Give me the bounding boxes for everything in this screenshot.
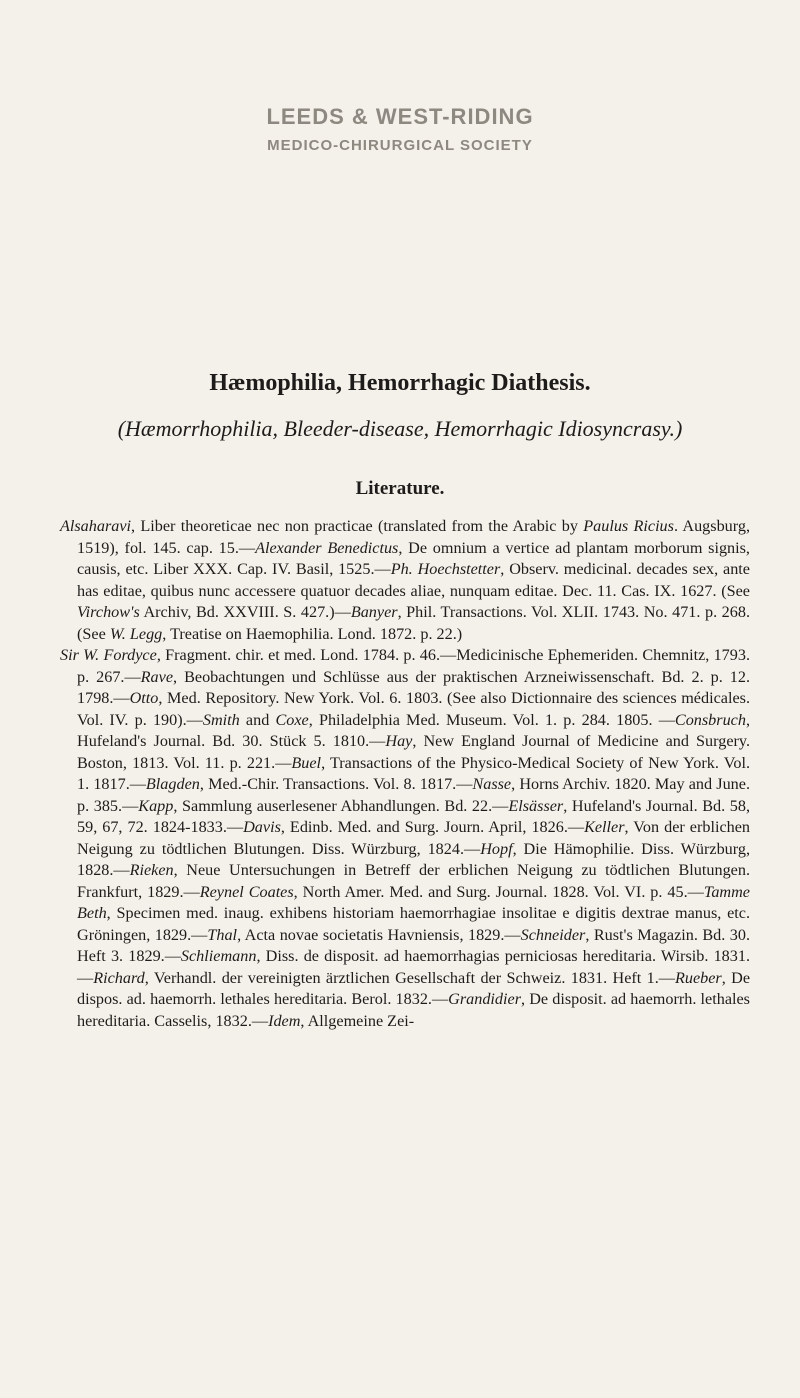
citation-text: , Phil. Transactions. Vol. XLII. 1743. No. 471. p. 268. (See xyxy=(77,603,751,643)
citation-author: Paulus Ricius xyxy=(583,517,674,535)
citation-author: Kapp xyxy=(138,796,174,815)
citation-text: , Verhandl. der vereinigten ärztlichen Gesellschaft der Schweiz. 1831. Heft 1.— xyxy=(144,968,675,987)
citation-text: , Observ. medicinal. decades sex, ante has editae, quibus nunc accessere quatuor decades aliae, nunquam editae. Dec. 11. Cas. IX. 1627. (See xyxy=(77,560,750,600)
citation-text: and xyxy=(239,710,276,729)
citation-text: , De omnium a vertice ad plantam morborum signis, causis, etc. Liber XXX. Cap. IV. Basil, 1525.— xyxy=(77,538,750,578)
citation-author: Thal xyxy=(207,925,238,944)
citation-author: Rieken xyxy=(129,861,174,879)
citation-author: Hopf xyxy=(480,839,513,858)
citation-text: , Allgemeine Zei- xyxy=(300,1011,415,1030)
citation-author: Sir W. Fordyce xyxy=(60,646,157,664)
citation-text: , De dispos. ad. haemorrh. lethales hereditaria. Berol. 1832.— xyxy=(77,968,751,1008)
citation-text: , Sammlung auserlesener Abhandlungen. Bd. 22.— xyxy=(173,796,509,815)
citation-text: , Von der erblichen Neigung zu tödtlichen Blutungen. Diss. Würzburg, 1824.— xyxy=(77,818,751,858)
citation-text: , Hufeland's Journal. Bd. 58, 59, 67, 72. 1824-1833.— xyxy=(77,796,750,836)
citation-text: , Fragment. chir. et med. Lond. 1784. p. 46.—Medicinische Ephemeriden. Chemnitz, 1793. p. 267.— xyxy=(77,646,750,686)
citation-author: Schneider xyxy=(520,925,586,944)
citation-author: Idem xyxy=(268,1011,301,1030)
citation-author: Alexander Benedictus xyxy=(255,538,399,557)
page-subtitle: (Hæmorrhophilia, Bleeder-disease, Hemorrhagic Idiosyncrasy.) xyxy=(117,416,683,441)
citation-author: Alsaharavi xyxy=(60,517,132,535)
citation-author: Elsässer xyxy=(508,796,564,815)
page-title: Hæmophilia, Hemorrhagic Diathesis. xyxy=(209,370,591,396)
citation-text: , De disposit. ad haemorrh. lethales hereditaria. Casselis, 1832.— xyxy=(77,990,750,1030)
literature-heading: Literature. xyxy=(355,478,445,499)
citation-text: , Specimen med. inaug. exhibens historiam haemorrhagiae insolitae e digitis dextrae manus, etc. Gröningen, 1829.— xyxy=(77,904,750,944)
citation-author: Rave xyxy=(140,667,174,686)
citation-text: , Med.-Chir. Transactions. Vol. 8. 1817.— xyxy=(199,775,473,793)
citation-text: , Rust's Magazin. Bd. 30. Heft 3. 1829.— xyxy=(77,925,750,965)
citation-author: Hay xyxy=(385,732,413,750)
citation-author: Nasse xyxy=(472,775,512,793)
citation-text: , Acta novae societatis Havniensis, 1829.— xyxy=(237,925,521,944)
citation-text: , Beobachtungen und Schlüsse aus der praktischen Arzneiwissenschaft. Bd. 2. p. 12. 1798.— xyxy=(77,667,751,707)
citation-text: , Treatise on Haemophilia. Lond. 1872. p. 22.) xyxy=(162,624,463,643)
library-stamp-line1: LEEDS & WEST-RIDING xyxy=(266,104,534,129)
citation-author: Coxe xyxy=(275,710,309,729)
citation-author: W. Legg xyxy=(109,624,163,643)
citation-author: Reynel Coates xyxy=(199,882,294,901)
citation-author: Virchow's xyxy=(77,603,140,621)
citation-author: Consbruch xyxy=(674,710,746,729)
citation-author: Schliemann xyxy=(180,947,257,965)
citation-text: Archiv, Bd. XXVIII. S. 427.)— xyxy=(139,603,351,621)
citation-text: , Edinb. Med. and Surg. Journ. April, 1826.— xyxy=(280,818,585,836)
citation-text: , Hufeland's Journal. Bd. 30. Stück 5. 1810.— xyxy=(77,710,750,750)
citation-author: Tamme Beth xyxy=(77,882,750,922)
citation-author: Grandidier xyxy=(448,990,521,1008)
citation-text: , Neue Untersuchungen in Betreff der erblichen Neigung zu tödtlichen Blutungen. Frankfurt, 1829.— xyxy=(77,861,750,901)
citation-text: , Med. Repository. New York. Vol. 6. 1803. (See also Dictionnaire des sciences médicales. Vol. IV. p. 190).— xyxy=(77,689,750,729)
citation-author: Ph. Hoechstetter xyxy=(390,560,501,578)
citation-text: , Horns Archiv. 1820. May and June. p. 385.— xyxy=(77,775,750,815)
citation-author: Blagden xyxy=(145,775,200,793)
citation-text: , Liber theoreticae nec non practicae (translated from the Arabic by xyxy=(131,517,584,535)
literature-paragraph xyxy=(60,645,750,1032)
citation-author: Rueber xyxy=(674,968,722,987)
citation-text: , Transactions of the Physico-Medical Society of New York. Vol. 1. 1817.— xyxy=(77,753,750,793)
citation-text: , Philadelphia Med. Museum. Vol. 1. p. 284. 1805. — xyxy=(308,710,675,729)
citation-author: Davis xyxy=(243,818,281,836)
literature-body xyxy=(60,516,750,1032)
citation-author: Smith xyxy=(202,710,240,729)
citation-text: , Diss. de disposit. ad haemorrhagias perniciosas hereditaria. Wirsib. 1831.— xyxy=(77,947,750,987)
library-stamp-line2: MEDICO-CHIRURGICAL SOCIETY xyxy=(267,137,533,154)
citation-text: , North Amer. Med. and Surg. Journal. 1828. Vol. VI. p. 45.— xyxy=(293,882,704,901)
citation-text: . Augsburg, 1519), fol. 145. cap. 15.— xyxy=(77,517,751,557)
citation-author: Buel xyxy=(291,753,322,772)
citation-author: Keller xyxy=(584,818,625,836)
citation-text: , New England Journal of Medicine and Surgery. Boston, 1813. Vol. 11. p. 221.— xyxy=(77,732,750,772)
citation-text: , Die Hämophilie. Diss. Würzburg, 1828.— xyxy=(77,839,750,879)
citation-author: Otto xyxy=(129,689,159,707)
citation-author: Richard xyxy=(93,968,145,987)
literature-paragraph xyxy=(60,516,750,645)
citation-author: Banyer xyxy=(350,603,398,621)
